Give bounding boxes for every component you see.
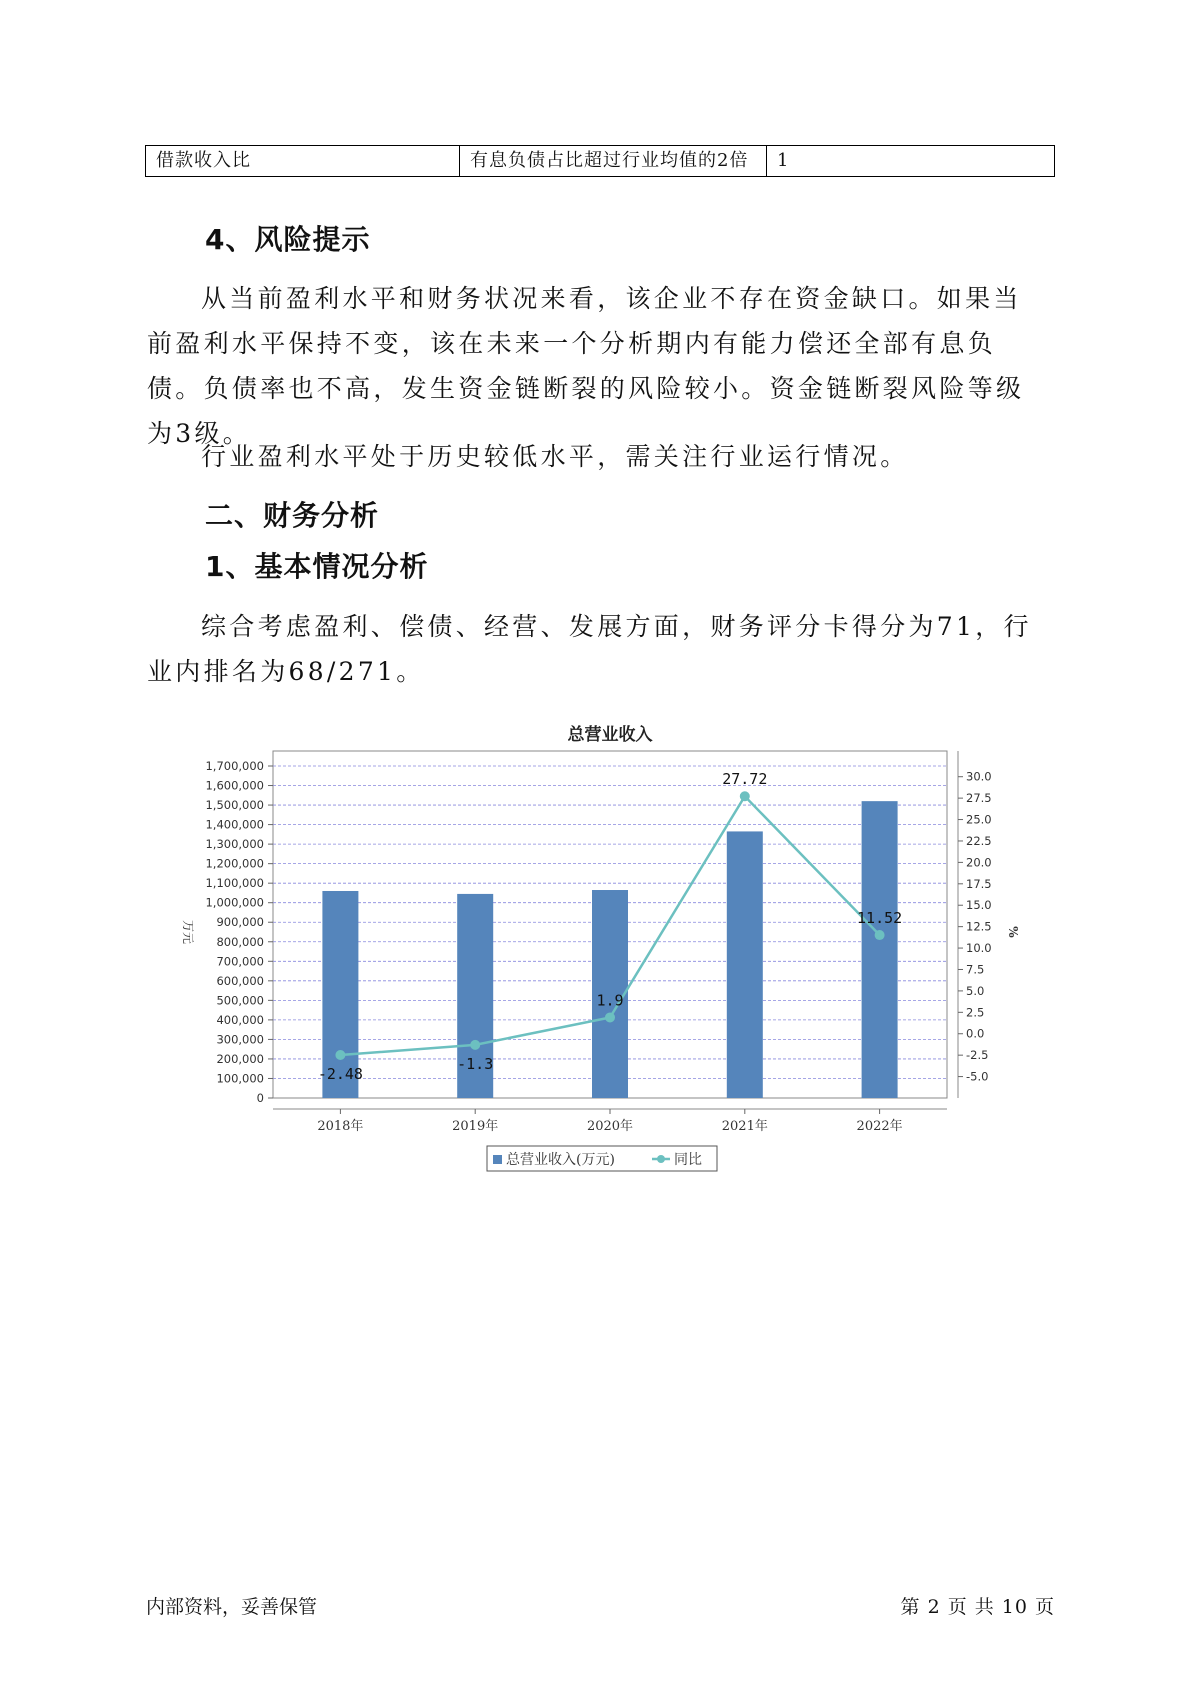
yoy-data-label: 27.72	[722, 770, 768, 789]
right-tick-label: 27.5	[966, 791, 992, 806]
right-tick-label: -2.5	[966, 1048, 989, 1063]
revenue-chart	[170, 715, 1030, 1175]
x-tick-label: 2019年	[452, 1119, 499, 1134]
right-tick-label: 2.5	[966, 1005, 985, 1020]
left-tick-label: 1,000,000	[205, 895, 264, 910]
right-tick-label: 17.5	[966, 876, 992, 891]
left-tick-label: 800,000	[216, 934, 264, 949]
right-axis-title: %	[1006, 926, 1020, 938]
right-tick-label: 5.0	[966, 983, 985, 998]
footer-confidential: 内部资料，妥善保管	[146, 1596, 318, 1618]
left-tick-label: 100,000	[216, 1071, 264, 1086]
left-tick-label: 1,700,000	[205, 759, 264, 773]
left-tick-label: 600,000	[216, 973, 264, 988]
left-tick-label: 1,400,000	[205, 817, 264, 832]
left-tick-label: 1,300,000	[205, 837, 264, 852]
left-tick-label: 1,500,000	[205, 798, 264, 813]
risk-paragraph-1: 从当前盈利水平和财务状况来看，该企业不存在资金缺口。如果当前盈利水平保持不变，该在未来一个分析期内有能力偿还全部有息负债。负债率也不高，发生资金链断裂的风险较小。资金链断裂风险等级为3级。	[147, 284, 1025, 448]
table-cell-criterion: 有息负债占比超过行业均值的2倍	[459, 146, 766, 176]
table-cell-value: 1	[766, 146, 1054, 176]
table-cell-indicator: 借款收入比	[156, 150, 251, 171]
left-tick-label: 1,100,000	[205, 876, 264, 891]
revenue-bar	[862, 801, 898, 1098]
yoy-point	[335, 1050, 345, 1060]
x-tick-label: 2021年	[721, 1119, 768, 1134]
left-tick-label: 900,000	[216, 915, 264, 930]
legend-line-marker	[657, 1155, 665, 1163]
yoy-data-label: 1.9	[596, 991, 624, 1010]
right-tick-label: 15.0	[966, 898, 992, 913]
right-tick-label: 12.5	[966, 919, 992, 934]
right-tick-label: 25.0	[966, 812, 992, 827]
revenue-bar	[727, 831, 763, 1098]
yoy-data-label: -1.3	[457, 1054, 494, 1073]
left-tick-label: 0	[256, 1091, 264, 1105]
page-number: 第 2 页 共 10 页	[900, 1596, 1055, 1618]
right-tick-label: 22.5	[966, 833, 992, 848]
legend-line-label: 同比	[674, 1152, 702, 1168]
yoy-point	[740, 791, 750, 801]
left-tick-label: 1,200,000	[205, 856, 264, 871]
risk-heading: 4、风险提示	[205, 223, 371, 256]
left-axis-title: 万元	[181, 919, 195, 945]
basic-analysis-heading: 1、基本情况分析	[205, 550, 429, 583]
chart-title: 总营业收入	[567, 725, 653, 745]
right-tick-label: 10.0	[966, 941, 992, 956]
basic-analysis-paragraph: 综合考虑盈利、偿债、经营、发展方面，财务评分卡得分为71，行业内排名为68/271。	[147, 612, 1032, 686]
yoy-data-label: -2.48	[317, 1064, 363, 1083]
right-tick-label: 7.5	[966, 962, 985, 977]
yoy-point	[470, 1040, 480, 1050]
left-tick-label: 200,000	[216, 1051, 264, 1066]
left-tick-label: 500,000	[216, 993, 264, 1008]
left-tick-label: 300,000	[216, 1032, 264, 1047]
legend-bar-label: 总营业收入(万元)	[506, 1152, 615, 1168]
right-tick-label: 20.0	[966, 855, 992, 870]
x-tick-label: 2020年	[586, 1119, 634, 1134]
yoy-point	[875, 930, 885, 940]
right-tick-label: -5.0	[966, 1069, 989, 1084]
left-tick-label: 400,000	[216, 1012, 264, 1027]
risk-paragraph-2: 行业盈利水平处于历史较低水平，需关注行业运行情况。	[201, 442, 909, 471]
x-tick-label: 2018年	[317, 1119, 364, 1134]
legend-bar-swatch	[493, 1155, 502, 1164]
finance-heading: 二、财务分析	[205, 499, 380, 532]
left-tick-label: 1,600,000	[205, 778, 264, 793]
yoy-point	[605, 1012, 615, 1022]
left-tick-label: 700,000	[216, 954, 264, 969]
right-tick-label: 0.0	[966, 1026, 985, 1041]
indicator-table-row	[145, 145, 1055, 177]
yoy-data-label: 11.52	[857, 909, 903, 928]
x-tick-label: 2022年	[856, 1119, 903, 1134]
right-tick-label: 30.0	[966, 769, 992, 784]
